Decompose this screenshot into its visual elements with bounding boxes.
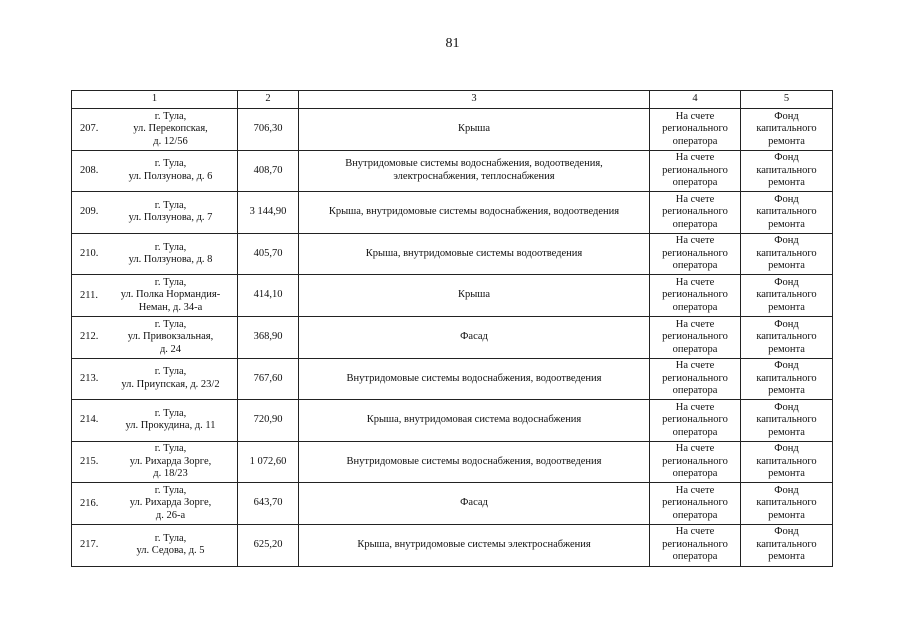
fund-line: капитального — [756, 497, 817, 509]
header-col-4: 4 — [650, 91, 741, 109]
fund-line: Фонд — [774, 401, 799, 413]
address-cell — [72, 192, 238, 234]
account-line: оператора — [672, 343, 718, 355]
work-cell — [299, 275, 650, 317]
fund-line: капитального — [756, 414, 817, 426]
address-cell — [72, 150, 238, 192]
account-line: оператора — [672, 218, 718, 230]
account-line: На счете — [675, 526, 715, 538]
fund-line: капитального — [756, 331, 817, 343]
account-line: регионального — [662, 414, 728, 426]
fund-cell — [741, 483, 833, 525]
area-cell: 405,70 — [238, 233, 299, 275]
row-number: 208. — [80, 164, 99, 176]
address-line: г. Тула, — [154, 241, 187, 253]
work-line: Крыша, внутридомовые системы водоснабжения, водоотведения — [328, 206, 620, 218]
address-line: д. 24 — [159, 343, 182, 355]
work-line: Крыша, внутридомовые системы водоотведения — [365, 247, 583, 259]
fund-line: ремонта — [768, 551, 805, 563]
fund-line: ремонта — [768, 509, 805, 521]
address-cell — [72, 441, 238, 483]
registry-table — [71, 90, 833, 567]
work-cell — [299, 109, 650, 151]
account-cell — [650, 400, 741, 442]
fund-line: Фонд — [774, 276, 799, 288]
fund-cell — [741, 192, 833, 234]
table-row — [72, 233, 833, 275]
row-number: 216. — [80, 497, 99, 509]
address-line: ул. Рихарда Зорге, — [129, 497, 212, 509]
header-col-2: 2 — [238, 91, 299, 109]
fund-line: Фонд — [774, 360, 799, 372]
row-number: 215. — [80, 455, 99, 467]
table-header — [72, 91, 833, 109]
work-line: Крыша, внутридомовые системы электроснабжения — [357, 538, 591, 550]
page-number: 81 — [445, 36, 460, 51]
address-line: ул. Ползунова, д. 7 — [128, 212, 213, 224]
work-line: Внутридомовые системы водоснабжения, водоотведения, — [345, 158, 603, 170]
area-cell: 414,10 — [238, 275, 299, 317]
account-line: регионального — [662, 164, 728, 176]
address-line: г. Тула, — [154, 158, 187, 170]
area-cell: 643,70 — [238, 483, 299, 525]
address-line: г. Тула, — [154, 443, 187, 455]
row-number: 213. — [80, 372, 99, 384]
row-number: 209. — [80, 206, 99, 218]
account-line: регионального — [662, 331, 728, 343]
fund-cell — [741, 275, 833, 317]
account-cell — [650, 316, 741, 358]
fund-line: Фонд — [774, 110, 799, 122]
address-line: ул. Полка Нормандия- — [120, 289, 221, 301]
work-cell — [299, 483, 650, 525]
fund-line: Фонд — [774, 443, 799, 455]
account-line: На счете — [675, 318, 715, 330]
address-line: г. Тула, — [154, 110, 187, 122]
account-line: На счете — [675, 152, 715, 164]
address-cell — [72, 524, 238, 566]
address-line: ул. Привокзальная, — [127, 331, 214, 343]
fund-line: капитального — [756, 164, 817, 176]
address-cell — [72, 275, 238, 317]
account-line: регионального — [662, 123, 728, 135]
row-number: 217. — [80, 538, 99, 550]
account-line: На счете — [675, 484, 715, 496]
work-line: Внутридомовые системы водоснабжения, водоотведения — [346, 372, 602, 384]
address-cell — [72, 109, 238, 151]
address-line: ул. Ползунова, д. 6 — [128, 170, 213, 182]
address-cell — [72, 483, 238, 525]
table-row — [72, 275, 833, 317]
fund-line: ремонта — [768, 468, 805, 480]
header-row — [72, 91, 833, 109]
account-line: оператора — [672, 468, 718, 480]
account-cell — [650, 150, 741, 192]
header-col-1: 1 — [72, 91, 238, 109]
work-cell — [299, 400, 650, 442]
fund-cell — [741, 524, 833, 566]
table-row — [72, 150, 833, 192]
fund-line: Фонд — [774, 484, 799, 496]
table-row — [72, 192, 833, 234]
account-line: оператора — [672, 177, 718, 189]
work-cell — [299, 358, 650, 400]
address-line: г. Тула, — [154, 407, 187, 419]
table-row — [72, 524, 833, 566]
account-line: регионального — [662, 538, 728, 550]
work-cell — [299, 524, 650, 566]
header-col-3: 3 — [299, 91, 650, 109]
address-cell — [72, 400, 238, 442]
area-cell: 720,90 — [238, 400, 299, 442]
fund-line: ремонта — [768, 301, 805, 313]
account-line: регионального — [662, 455, 728, 467]
address-line: ул. Приупская, д. 23/2 — [121, 378, 220, 390]
address-line: д. 18/23 — [153, 468, 188, 480]
table-row — [72, 109, 833, 151]
account-line: регионального — [662, 497, 728, 509]
address-cell — [72, 233, 238, 275]
address-line: г. Тула, — [154, 276, 187, 288]
table-row — [72, 441, 833, 483]
table-row — [72, 483, 833, 525]
table-row — [72, 316, 833, 358]
fund-line: Фонд — [774, 318, 799, 330]
account-line: оператора — [672, 385, 718, 397]
fund-line: капитального — [756, 538, 817, 550]
work-cell — [299, 316, 650, 358]
table-row — [72, 358, 833, 400]
fund-line: Фонд — [774, 526, 799, 538]
address-line: Неман, д. 34-а — [138, 301, 203, 313]
fund-line: ремонта — [768, 343, 805, 355]
account-line: На счете — [675, 276, 715, 288]
header-col-5: 5 — [741, 91, 833, 109]
work-cell — [299, 192, 650, 234]
address-line: ул. Ползунова, д. 8 — [128, 254, 213, 266]
area-cell: 625,20 — [238, 524, 299, 566]
account-line: регионального — [662, 289, 728, 301]
address-line: ул. Перекопская, — [133, 123, 208, 135]
work-line: Фасад — [460, 497, 488, 509]
work-line: Фасад — [460, 331, 488, 343]
account-cell — [650, 275, 741, 317]
account-line: На счете — [675, 443, 715, 455]
fund-line: капитального — [756, 372, 817, 384]
account-line: оператора — [672, 426, 718, 438]
fund-line: капитального — [756, 247, 817, 259]
table-body — [72, 109, 833, 567]
account-line: регионального — [662, 372, 728, 384]
address-line: ул. Прокудина, д. 11 — [125, 420, 216, 432]
work-line: Крыша — [457, 123, 491, 135]
account-cell — [650, 233, 741, 275]
fund-cell — [741, 109, 833, 151]
account-line: На счете — [675, 235, 715, 247]
work-line: Внутридомовые системы водоснабжения, водоотведения — [346, 455, 602, 467]
account-cell — [650, 524, 741, 566]
fund-line: капитального — [756, 289, 817, 301]
account-line: регионального — [662, 206, 728, 218]
account-line: На счете — [675, 110, 715, 122]
address-line: г. Тула, — [154, 484, 187, 496]
fund-line: Фонд — [774, 193, 799, 205]
account-line: На счете — [675, 401, 715, 413]
account-line: На счете — [675, 360, 715, 372]
work-line: Крыша — [457, 289, 491, 301]
area-cell: 1 072,60 — [238, 441, 299, 483]
fund-cell — [741, 441, 833, 483]
address-line: ул. Седова, д. 5 — [136, 545, 205, 557]
fund-line: Фонд — [774, 235, 799, 247]
account-line: оператора — [672, 135, 718, 147]
fund-line: капитального — [756, 206, 817, 218]
account-cell — [650, 192, 741, 234]
address-cell — [72, 358, 238, 400]
row-number: 211. — [80, 289, 98, 301]
fund-line: капитального — [756, 455, 817, 467]
work-cell — [299, 441, 650, 483]
area-cell: 408,70 — [238, 150, 299, 192]
account-line: оператора — [672, 260, 718, 272]
account-line: оператора — [672, 509, 718, 521]
account-cell — [650, 109, 741, 151]
fund-line: капитального — [756, 123, 817, 135]
fund-line: ремонта — [768, 426, 805, 438]
fund-line: ремонта — [768, 260, 805, 272]
fund-line: Фонд — [774, 152, 799, 164]
account-cell — [650, 358, 741, 400]
row-number: 207. — [80, 123, 99, 135]
fund-cell — [741, 233, 833, 275]
fund-cell — [741, 400, 833, 442]
account-line: оператора — [672, 551, 718, 563]
account-line: регионального — [662, 247, 728, 259]
fund-line: ремонта — [768, 135, 805, 147]
fund-cell — [741, 316, 833, 358]
address-line: г. Тула, — [154, 199, 187, 211]
account-cell — [650, 483, 741, 525]
work-line: Крыша, внутридомовая система водоснабжения — [366, 414, 582, 426]
address-line: г. Тула, — [154, 318, 187, 330]
table-row — [72, 400, 833, 442]
area-cell: 767,60 — [238, 358, 299, 400]
address-line: ул. Рихарда Зорге, — [129, 455, 212, 467]
fund-line: ремонта — [768, 218, 805, 230]
address-line: д. 26-а — [155, 509, 186, 521]
account-line: На счете — [675, 193, 715, 205]
fund-cell — [741, 150, 833, 192]
address-line: д. 12/56 — [153, 135, 188, 147]
row-number: 212. — [80, 331, 99, 343]
fund-line: ремонта — [768, 385, 805, 397]
fund-cell — [741, 358, 833, 400]
work-line: электроснабжения, теплоснабжения — [393, 170, 555, 182]
account-line: оператора — [672, 301, 718, 313]
work-cell — [299, 233, 650, 275]
area-cell: 706,30 — [238, 109, 299, 151]
fund-line: ремонта — [768, 177, 805, 189]
address-cell — [72, 316, 238, 358]
account-cell — [650, 441, 741, 483]
address-line: г. Тула, — [154, 366, 187, 378]
work-cell — [299, 150, 650, 192]
area-cell: 3 144,90 — [238, 192, 299, 234]
row-number: 210. — [80, 247, 99, 259]
area-cell: 368,90 — [238, 316, 299, 358]
address-line: г. Тула, — [154, 532, 187, 544]
row-number: 214. — [80, 414, 99, 426]
